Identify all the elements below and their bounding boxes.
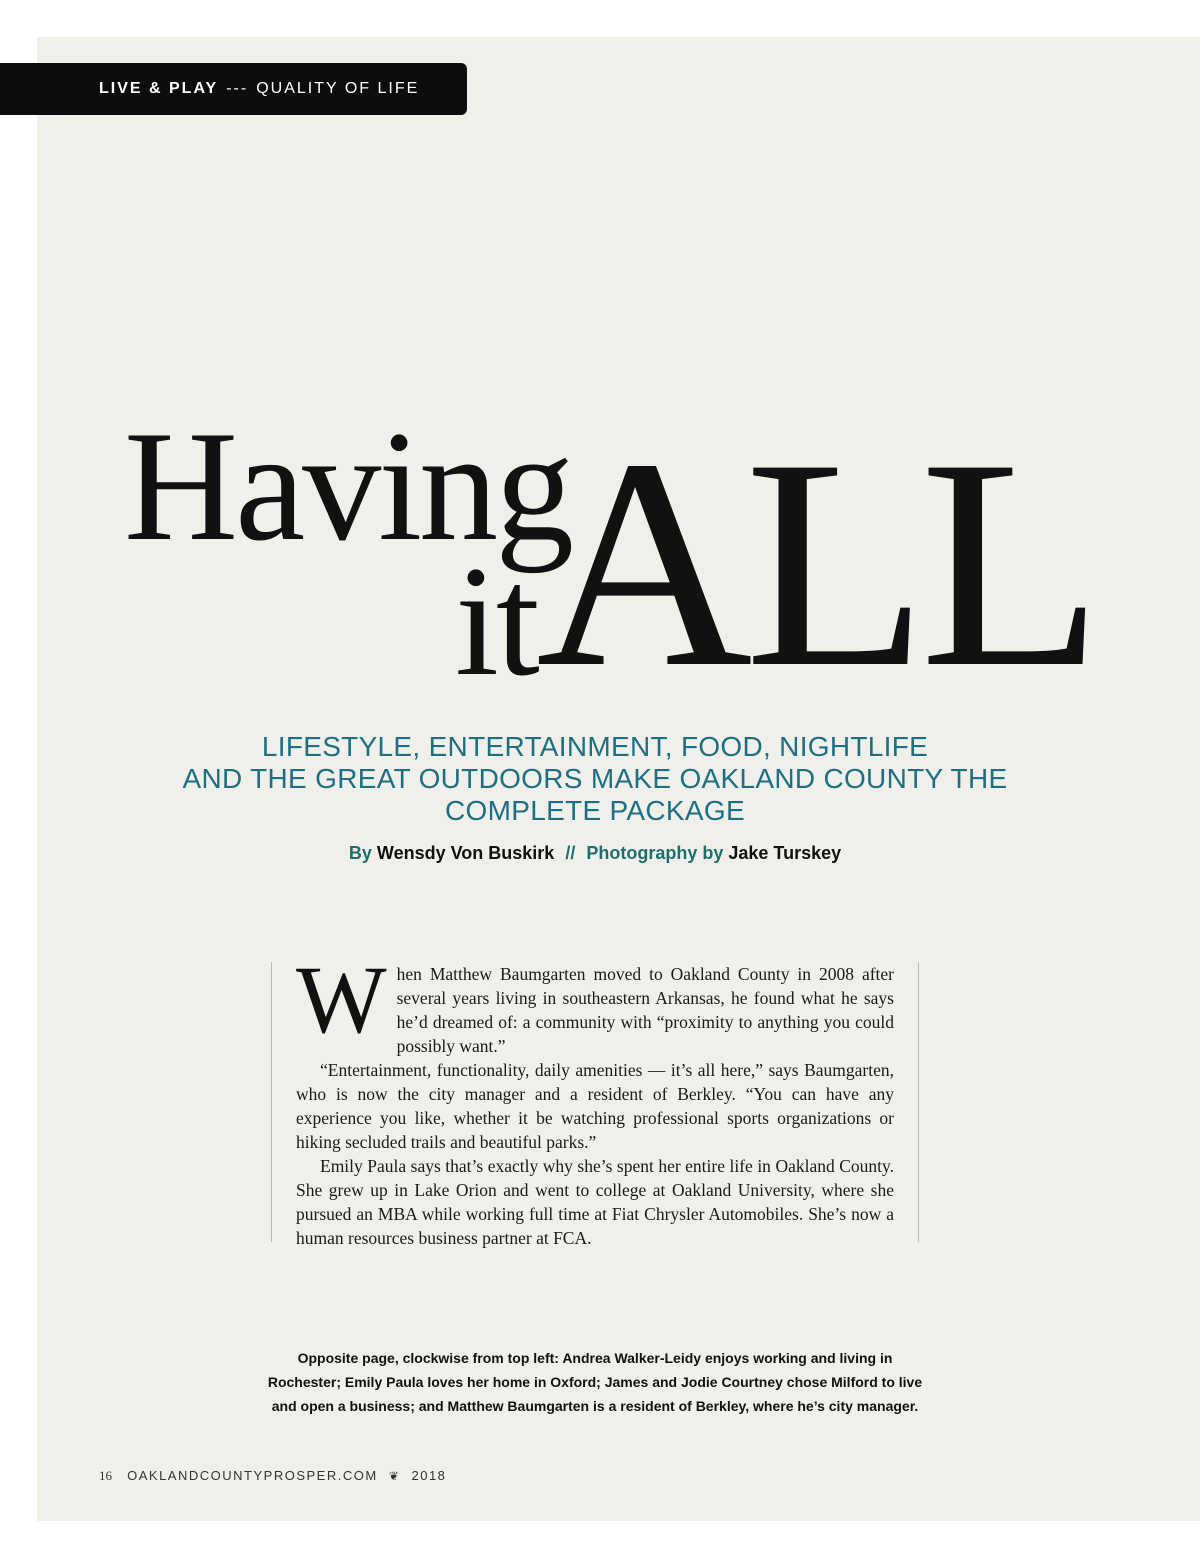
byline-photographer: Jake Turskey: [728, 843, 842, 863]
article-paragraph: [296, 946, 894, 1058]
folio-year: 2018: [411, 1468, 447, 1483]
folio: [99, 1468, 446, 1484]
section-name: LIVE & PLAY: [99, 80, 219, 97]
byline-author: Wensdy Von Buskirk: [376, 843, 555, 863]
section-separator: ---: [226, 80, 249, 97]
folio-site: OAKLANDCOUNTYPROSPER.COM: [127, 1468, 378, 1483]
fleuron-icon: ❦: [388, 1469, 401, 1483]
drop-cap: W: [296, 946, 387, 1053]
photo-caption: Opposite page, clockwise from top left: Andrea Walker-Leidy enjoys working and living in Rochester; Emily Paula loves her home in Oxford; James and Jodie Courtney chose Milford to live and open a business; and Matthew Baumgarten is a resident of Berkley, where he’s city manager.: [267, 1350, 923, 1414]
headline: [0, 0, 1200, 729]
subhead-line: COMPLETE PACKAGE: [445, 795, 745, 826]
article-paragraph: “Entertainment, functionality, daily amenities — it’s all here,” says Baumgarten, who is now the city manager and a resident of Berkley. “You can have any experience you like, whether it be watching professional sports organizations or hiking secluded trails and beautiful parks.”: [296, 1060, 894, 1152]
byline-by-label: By: [348, 843, 372, 863]
page-number: 16: [99, 1468, 112, 1483]
article-body: [271, 946, 919, 1248]
section-subname: QUALITY OF LIFE: [256, 80, 420, 97]
byline: [150, 843, 1040, 864]
subhead-line: LIFESTYLE, ENTERTAINMENT, FOOD, NIGHTLIFE: [261, 731, 929, 762]
subheadline: [150, 731, 1040, 827]
article-paragraph: Emily Paula says that’s exactly why she’s spent her entire life in Oakland County. She grew up in Lake Orion and went to college at Oakland University, where she pursued an MBA while working full time at Fiat Chrysler Automobiles. She’s now a human resources business partner at FCA.: [296, 1156, 894, 1248]
article-paragraph-text: hen Matthew Baumgarten moved to Oakland County in 2008 after several years living in southeastern Arkansas, he found what he says he’d dreamed of: a community with “proximity to anything you could possibly want.”: [396, 964, 894, 1056]
headline-having: Having: [124, 399, 572, 574]
byline-photo-label: Photography by: [586, 843, 724, 863]
headline-all: ALL: [536, 397, 1096, 729]
subhead-line: AND THE GREAT OUTDOORS MAKE OAKLAND COUNTY THE: [182, 763, 1008, 794]
headline-it: it: [455, 534, 537, 709]
byline-separator: //: [565, 843, 576, 863]
